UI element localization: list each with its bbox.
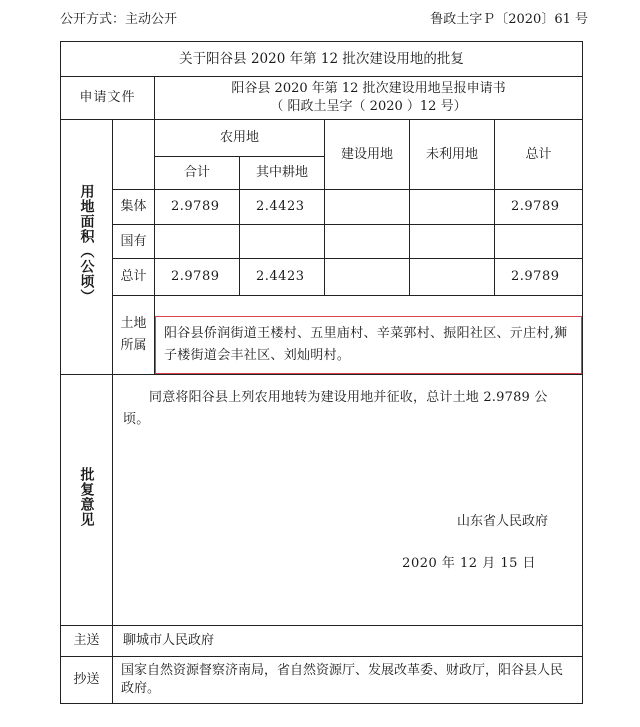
- table-row: [61, 259, 583, 296]
- approval-label: 批复意见: [78, 467, 95, 527]
- cell-construction: [325, 190, 410, 225]
- land-area-section-label: [61, 120, 113, 375]
- cc-recipients: 国家自然资源督察济南局，省自然资源厅、发展改革委、财政厅，阳谷县人民政府。: [113, 657, 583, 704]
- approval-opinion: [113, 375, 583, 626]
- cell-construction: [325, 259, 410, 296]
- approval-text: 同意将阳谷县上列农用地转为建设用地并征收，总计土地 2.9789 公顷。: [123, 390, 548, 427]
- table-row: [61, 225, 583, 259]
- blank-header-cell: [113, 120, 155, 190]
- disclosure-mode: 公开方式：主动公开: [60, 12, 178, 27]
- cell-unused: [410, 259, 495, 296]
- application-label: 申请文件: [61, 77, 155, 120]
- application-document: [155, 77, 583, 120]
- approval-date: 2020 年 12 月 15 日: [402, 556, 537, 571]
- cell-total: 2.9789: [495, 259, 583, 296]
- ownership-label: [113, 296, 155, 375]
- header-unused: 未利用地: [410, 120, 495, 190]
- header-cultivated: 其中耕地: [240, 157, 325, 190]
- cell-cultivated: [240, 225, 325, 259]
- ownership-highlight-box: 阳谷县侨润街道王楼村、五里庙村、辛菜郭村、振阳社区、亓庄村,狮子楼街道会丰社区、刘灿明村。: [155, 316, 582, 374]
- cell-construction: [325, 225, 410, 259]
- cell-subtotal: 2.9789: [155, 259, 240, 296]
- approval-section-label: [61, 375, 113, 626]
- ownership-label-line-2: 所属: [120, 338, 147, 353]
- cell-unused: [410, 225, 495, 259]
- document-header: [60, 10, 588, 30]
- cc-label: 抄送: [61, 657, 113, 704]
- approval-form-table: [60, 41, 583, 704]
- cell-subtotal: 2.9789: [155, 190, 240, 225]
- row-label: 总计: [113, 259, 155, 296]
- cell-total: [495, 225, 583, 259]
- row-label: 集体: [113, 190, 155, 225]
- header-agricultural: 农用地: [155, 120, 325, 157]
- approval-signer: 山东省人民政府: [457, 514, 549, 529]
- header-construction: 建设用地: [325, 120, 410, 190]
- document-number: 鲁政土字Ｐ〔2020〕61 号: [430, 12, 588, 27]
- cell-total: 2.9789: [495, 190, 583, 225]
- row-label: 国有: [113, 225, 155, 259]
- application-line-1: 阳谷县 2020 年第 12 批次建设用地呈报申请书: [231, 81, 506, 96]
- document-title: 关于阳谷县 2020 年第 12 批次建设用地的批复: [61, 42, 583, 77]
- header-subtotal: 合计: [155, 157, 240, 190]
- cell-subtotal: [155, 225, 240, 259]
- cell-unused: [410, 190, 495, 225]
- ownership-cell: [155, 316, 583, 375]
- main-recipient-label: 主送: [61, 626, 113, 657]
- main-recipient: 聊城市人民政府: [113, 626, 583, 657]
- table-row: [61, 190, 583, 225]
- application-line-2: （ 阳政土呈字（ 2020 ）12 号）: [270, 99, 467, 114]
- header-total: 总计: [495, 120, 583, 190]
- cell-cultivated: 2.4423: [240, 190, 325, 225]
- cell-cultivated: 2.4423: [240, 259, 325, 296]
- ownership-spacer: [155, 296, 583, 317]
- ownership-label-line-1: 土地: [120, 316, 147, 331]
- land-area-label: 用地面积（公顷）: [78, 184, 95, 304]
